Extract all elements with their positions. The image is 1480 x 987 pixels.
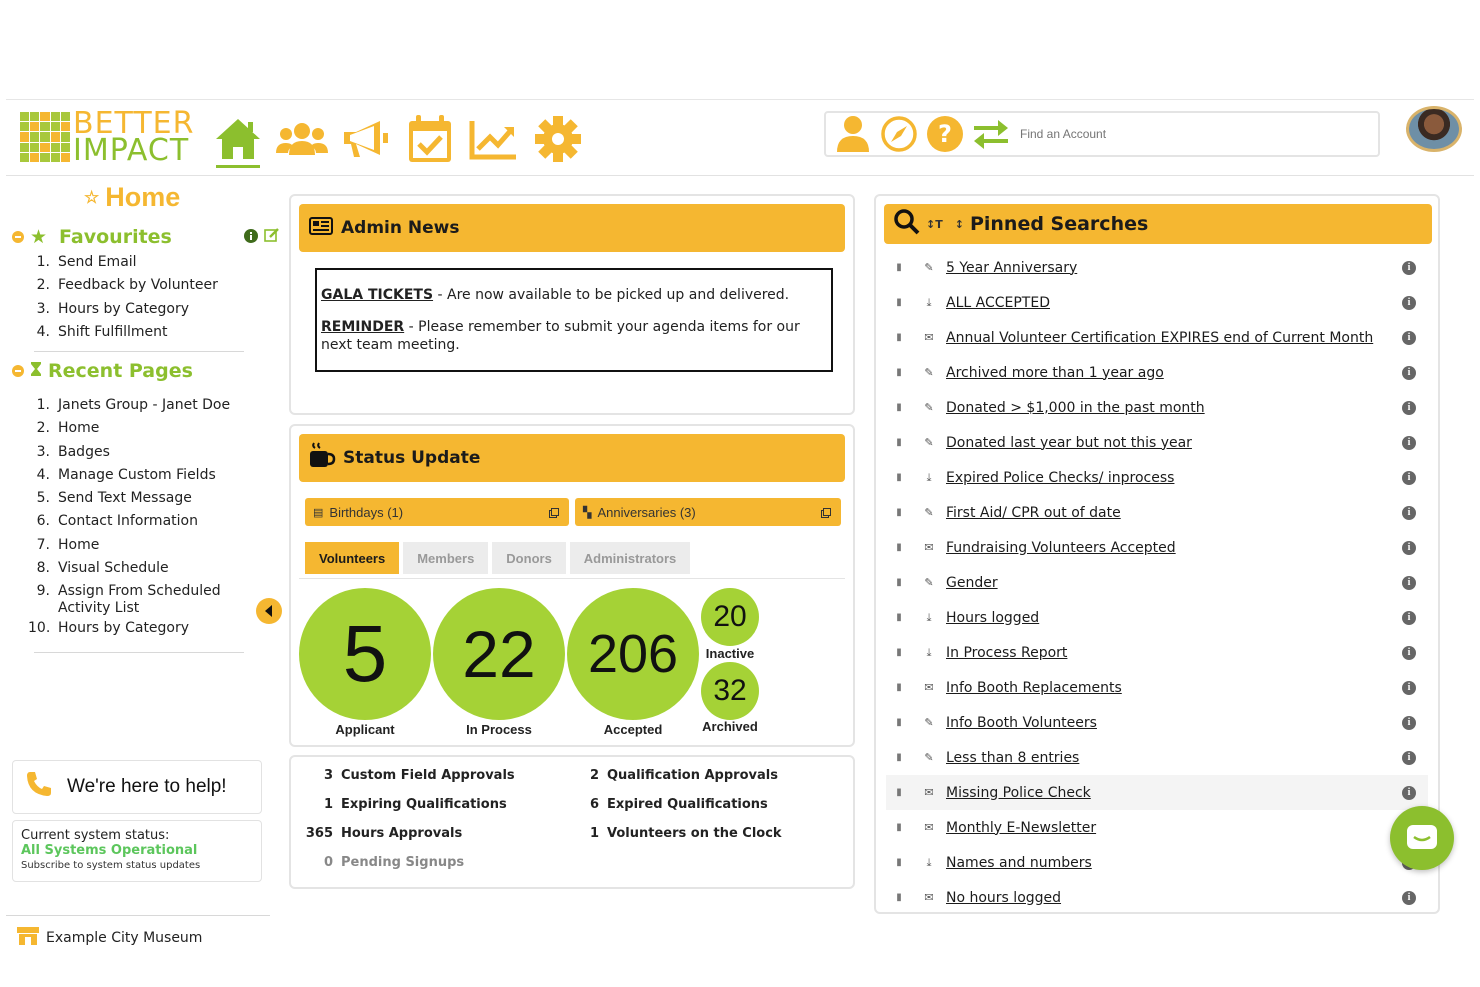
stat-value: 5 (342, 609, 388, 698)
anniversaries-label: Anniversaries (3) (597, 504, 696, 520)
search-type-icon: ✉ (924, 786, 934, 799)
tab-donors[interactable]: Donors (492, 542, 566, 574)
info-icon[interactable]: i (1402, 296, 1416, 310)
admin-news-title: Admin News (341, 218, 460, 238)
favourite-item[interactable] (28, 274, 248, 297)
search-type-icon: ⤓ (926, 295, 932, 309)
collapse-minus-icon[interactable] (12, 226, 24, 248)
info-icon[interactable]: i (1402, 681, 1416, 695)
recent-page-item[interactable] (28, 394, 248, 417)
stat-label: Archived (702, 719, 758, 734)
news-item-text: Are now available to be picked up and delivered. (447, 287, 790, 303)
stat-value: 22 (462, 617, 536, 691)
hourglass-icon (30, 360, 42, 382)
home-title-label: Home (105, 182, 181, 212)
drag-handle-icon[interactable]: ▮ (896, 542, 902, 553)
search-type-icon: ✎ (924, 366, 934, 379)
drag-handle-icon[interactable]: ▮ (896, 822, 902, 833)
info-icon[interactable]: i (1402, 891, 1416, 905)
stat-label: Accepted (603, 722, 663, 737)
pinned-search-row[interactable] (886, 530, 1428, 565)
admin-news-panel (289, 194, 855, 415)
item-label: Send Email (58, 254, 137, 270)
info-icon[interactable]: i (1402, 646, 1416, 660)
search-type-icon: ⤓ (926, 610, 932, 624)
news-content (315, 268, 833, 372)
recent-pages-header (12, 360, 193, 382)
pinned-searches-title: Pinned Searches (969, 213, 1149, 235)
approval-item[interactable] (299, 797, 507, 812)
pinned-search-link[interactable]: Info Booth Volunteers (946, 714, 1097, 731)
calendar-check-icon[interactable] (404, 112, 456, 166)
info-icon[interactable]: i (1402, 331, 1416, 345)
pinned-search-row[interactable] (886, 425, 1428, 460)
recent-page-item[interactable] (28, 464, 248, 487)
divider (6, 915, 270, 916)
stat-value: 32 (713, 674, 747, 707)
avatar[interactable] (1406, 106, 1462, 152)
search-type-icon: ✎ (924, 436, 934, 449)
status-label: Current system status: (21, 828, 170, 843)
admin-news-header (299, 204, 845, 252)
search-type-icon: ✎ (924, 261, 934, 274)
search-type-icon: ⤓ (926, 470, 932, 484)
item-number: 1. (36, 397, 50, 413)
news-item-head: GALA TICKETS (321, 287, 434, 303)
recent-page-item[interactable] (28, 441, 248, 464)
home-icon[interactable] (212, 112, 264, 166)
info-icon[interactable]: i (1402, 401, 1416, 415)
drag-handle-icon[interactable]: ▮ (896, 612, 902, 623)
stat-value: 20 (713, 600, 747, 633)
approval-count: 3 (323, 768, 333, 783)
news-item (321, 318, 827, 354)
page-title (84, 182, 180, 213)
search-type-icon: ✉ (924, 821, 934, 834)
item-number: 2. (36, 277, 50, 294)
item-number: 4. (36, 323, 50, 340)
item-number: 10. (28, 620, 51, 637)
birthday-cake-icon: ▤ (313, 506, 324, 519)
tab-members[interactable]: Members (403, 542, 488, 574)
pinned-search-link[interactable]: Hours logged (946, 609, 1040, 626)
info-icon[interactable] (244, 226, 258, 248)
pinned-search-link[interactable]: ALL ACCEPTED (946, 294, 1050, 311)
search-type-icon: ✉ (924, 891, 934, 904)
divider (299, 578, 845, 579)
recent-page-item[interactable] (28, 417, 248, 440)
birthdays-tab[interactable] (305, 498, 569, 526)
pinned-search-link[interactable]: Gender (946, 574, 998, 591)
status-update-title: Status Update (343, 448, 481, 468)
drag-handle-icon[interactable]: ▮ (896, 892, 902, 903)
pinned-search-row[interactable] (886, 670, 1428, 705)
search-type-icon: ✎ (924, 401, 934, 414)
pinned-search-row[interactable] (886, 460, 1428, 495)
pinned-search-row[interactable] (886, 705, 1428, 740)
stat-value: 206 (587, 624, 679, 684)
item-label: Hours by Category (58, 620, 190, 637)
drag-handle-icon[interactable]: ▮ (896, 682, 902, 693)
info-icon[interactable]: i (1402, 366, 1416, 380)
search-type-icon: ✎ (924, 716, 934, 729)
search-type-icon: ✎ (924, 506, 934, 519)
item-number: 8. (36, 560, 50, 577)
drag-handle-icon[interactable]: ▮ (896, 297, 902, 308)
pinned-search-row[interactable] (886, 845, 1428, 880)
status-update-header (299, 434, 845, 482)
organization[interactable] (16, 926, 202, 950)
pinned-search-link[interactable]: Fundraising Volunteers Accepted (946, 539, 1176, 556)
item-label: Assign From Scheduled Activity List (58, 583, 221, 617)
pinned-search-link[interactable]: Archived more than 1 year ago (946, 364, 1164, 381)
pinned-search-row[interactable] (886, 775, 1428, 810)
item-number: 3. (36, 300, 50, 317)
approval-label: Pending Signups (341, 855, 465, 870)
news-item (321, 286, 827, 304)
favourite-item[interactable] (28, 298, 248, 321)
favourites-title: Favourites (59, 226, 172, 248)
info-icon[interactable]: i (1402, 576, 1416, 590)
anniversaries-tab[interactable] (575, 498, 841, 526)
star-outline-icon[interactable]: ☆ (84, 187, 100, 207)
favourites-list (28, 251, 248, 344)
pinned-search-row[interactable] (886, 495, 1428, 530)
search-type-icon: ✉ (924, 681, 934, 694)
chart-line-icon[interactable] (468, 112, 520, 166)
edit-icon[interactable] (264, 226, 280, 248)
top-header (6, 100, 1474, 176)
item-label: Shift Fulfillment (58, 323, 168, 340)
item-number: 2. (36, 420, 50, 437)
search-type-icon: ✉ (924, 331, 934, 344)
info-icon[interactable]: i (1402, 261, 1416, 275)
search-type-icon: ✎ (924, 576, 934, 589)
approval-label: Hours Approvals (341, 826, 463, 841)
tab-volunteers[interactable]: Volunteers (305, 542, 399, 574)
approval-label: Qualification Approvals (607, 768, 778, 783)
caret-left-icon (263, 604, 275, 618)
approval-item[interactable] (299, 855, 464, 870)
drag-handle-icon[interactable]: ▮ (896, 437, 902, 448)
logo-line-1: BETTER (73, 106, 195, 141)
approval-count: 1 (323, 797, 333, 812)
item-number: 4. (36, 466, 50, 483)
drag-handle-icon[interactable]: ▮ (896, 367, 902, 378)
drag-handle-icon[interactable]: ▮ (896, 332, 902, 343)
collapse-minus-icon[interactable] (12, 360, 24, 382)
pinned-searches-header (884, 204, 1432, 244)
item-number: 5. (36, 490, 50, 507)
approval-count: 6 (589, 797, 599, 812)
recent-pages-list (28, 394, 248, 641)
main-nav (212, 112, 584, 166)
item-label: Hours by Category (58, 300, 190, 317)
stat-label: Applicant (335, 722, 395, 737)
approval-item[interactable] (571, 797, 768, 812)
pinned-search-row[interactable] (886, 285, 1428, 320)
approval-label: Volunteers on the Clock (607, 826, 782, 841)
pinned-search-row[interactable] (886, 390, 1428, 425)
pinned-search-link[interactable]: Less than 8 entries (946, 749, 1080, 766)
subscribe-status-link[interactable]: Subscribe to system status updates (21, 860, 201, 871)
pinned-search-link[interactable]: Names and numbers (946, 854, 1092, 871)
approval-label: Expiring Qualifications (341, 797, 507, 812)
drag-handle-icon[interactable]: ▮ (896, 787, 902, 798)
favourites-header (12, 226, 280, 248)
archived-count[interactable] (701, 662, 759, 720)
item-label: Home (58, 420, 100, 437)
item-label: Janets Group - Janet Doe (58, 397, 231, 413)
pinned-search-link[interactable]: First Aid/ CPR out of date (946, 504, 1121, 521)
divider (34, 351, 244, 352)
pinned-search-link[interactable]: 5 Year Anniversary (946, 259, 1078, 276)
drag-handle-icon[interactable]: ▮ (896, 472, 902, 483)
item-label: Home (58, 536, 100, 553)
approval-item[interactable] (299, 768, 515, 783)
help-icon[interactable] (924, 114, 966, 154)
status-update-panel (289, 424, 855, 747)
approval-label: Expired Qualifications (607, 797, 768, 812)
megaphone-icon[interactable] (340, 112, 392, 166)
logo-line-2: IMPACT (73, 133, 190, 168)
collapse-sidebar-button[interactable] (256, 598, 282, 624)
pinned-search-row[interactable] (886, 565, 1428, 600)
switch-arrows-icon[interactable] (970, 114, 1012, 154)
compass-icon[interactable] (878, 114, 920, 154)
recent-page-item[interactable] (28, 580, 248, 617)
favourite-item[interactable] (28, 321, 248, 344)
sort-alpha-icon[interactable]: ↕ (954, 217, 964, 231)
drag-handle-icon[interactable]: ▮ (896, 857, 902, 868)
pinned-search-link[interactable]: In Process Report (946, 644, 1068, 661)
pinned-searches-panel (874, 194, 1440, 914)
pinned-search-link[interactable]: Donated > $1,000 in the past month (946, 399, 1205, 416)
help-banner[interactable] (12, 760, 262, 814)
drag-handle-icon[interactable]: ▮ (896, 647, 902, 658)
favourite-item[interactable] (28, 251, 248, 274)
search-type-icon: ✎ (924, 751, 934, 764)
item-number: 1. (36, 254, 50, 270)
pinned-search-row[interactable] (886, 810, 1428, 845)
user-icon[interactable] (832, 114, 874, 154)
stat-label: In Process (466, 722, 532, 737)
drag-handle-icon[interactable]: ▮ (896, 752, 902, 763)
newspaper-icon (309, 217, 333, 240)
drag-handle-icon[interactable]: ▮ (896, 717, 902, 728)
pinned-search-link[interactable]: Missing Police Check (946, 784, 1091, 801)
approval-count: 0 (323, 855, 333, 870)
app-window (6, 99, 1474, 946)
pinned-search-link[interactable]: Donated last year but not this year (946, 434, 1192, 451)
pinned-search-link[interactable]: No hours logged (946, 889, 1062, 906)
pinned-search-row[interactable] (886, 600, 1428, 635)
chat-button[interactable] (1390, 806, 1454, 870)
item-label: Visual Schedule (58, 560, 169, 577)
info-icon[interactable]: i (1402, 506, 1416, 520)
pinned-search-link[interactable]: Monthly E-Newsletter (946, 819, 1097, 836)
chat-icon (1405, 823, 1439, 853)
drag-handle-icon[interactable]: ▮ (896, 507, 902, 518)
pinned-search-row[interactable] (886, 250, 1428, 285)
in-process-count[interactable] (433, 588, 565, 720)
system-status (12, 820, 262, 882)
applicant-count[interactable] (299, 588, 431, 720)
pinned-search-link[interactable]: Info Booth Replacements (946, 679, 1122, 696)
item-number: 6. (36, 513, 50, 530)
status-value[interactable]: All Systems Operational (21, 843, 198, 858)
inactive-count[interactable] (701, 588, 759, 646)
item-label: Send Text Message (58, 490, 192, 507)
approval-item[interactable] (571, 768, 778, 783)
coffee-icon (309, 442, 335, 475)
approval-item[interactable] (571, 826, 782, 841)
star-icon: ★ (30, 226, 48, 248)
pinned-search-link[interactable]: Annual Volunteer Certification EXPIRES end of Current Month (946, 329, 1374, 346)
phone-icon (25, 770, 53, 804)
info-icon[interactable]: i (1402, 716, 1416, 730)
info-icon[interactable]: i (1402, 611, 1416, 625)
info-icon[interactable]: i (1402, 786, 1416, 800)
status-tabs (305, 542, 690, 574)
recent-page-item[interactable] (28, 510, 248, 533)
search-type-icon: ⤓ (926, 645, 932, 659)
item-label: Feedback by Volunteer (58, 277, 218, 294)
popout-icon[interactable] (549, 506, 559, 521)
gear-icon[interactable] (532, 112, 584, 166)
recent-pages-title: Recent Pages (48, 360, 193, 382)
item-label: Manage Custom Fields (58, 466, 216, 483)
item-label: Badges (58, 443, 110, 460)
news-item-separator: - (433, 287, 447, 303)
recent-page-item[interactable] (28, 617, 248, 640)
svg-text:?: ? (938, 120, 952, 148)
item-number: 7. (36, 536, 50, 553)
pinned-search-row[interactable] (886, 740, 1428, 775)
news-item-head: REMINDER (321, 319, 405, 335)
approval-item[interactable] (299, 826, 462, 841)
search-type-icon: ⤓ (926, 855, 932, 869)
birthdays-label: Birthdays (1) (329, 504, 404, 520)
item-label: Contact Information (58, 513, 198, 530)
sort-icon[interactable]: ↕T (926, 217, 943, 231)
tab-administrators[interactable]: Administrators (570, 542, 690, 574)
news-item-separator: - (404, 319, 419, 335)
recent-page-item[interactable] (28, 557, 248, 580)
approvals-panel (289, 755, 855, 889)
store-icon (16, 926, 40, 950)
stat-label: Inactive (705, 646, 755, 661)
pinned-search-row[interactable] (886, 355, 1428, 390)
pinned-search-row[interactable] (886, 880, 1428, 915)
sidebar (6, 176, 270, 946)
info-icon[interactable]: i (1402, 751, 1416, 765)
info-icon[interactable]: i (1402, 541, 1416, 555)
recent-page-item[interactable] (28, 534, 248, 557)
better-impact-logo[interactable] (20, 106, 195, 168)
item-number: 3. (36, 443, 50, 460)
anniversary-icon: ▚ (583, 506, 592, 519)
people-icon[interactable] (276, 112, 328, 166)
approval-count: 1 (589, 826, 599, 841)
approval-count: 365 (305, 826, 333, 841)
account-tools (824, 111, 1380, 157)
find-account-input[interactable] (1020, 127, 1320, 141)
info-icon[interactable]: i (1402, 436, 1416, 450)
organization-name: Example City Museum (46, 930, 203, 946)
recent-page-item[interactable] (28, 487, 248, 510)
popout-icon[interactable] (821, 506, 831, 521)
approval-count: 2 (589, 768, 599, 783)
logo-grid-icon (20, 112, 70, 162)
item-number: 9. (36, 583, 50, 600)
drag-handle-icon[interactable]: ▮ (896, 402, 902, 413)
divider (34, 652, 244, 653)
pinned-search-row[interactable] (886, 635, 1428, 670)
drag-handle-icon[interactable]: ▮ (896, 262, 902, 273)
news-item-text: Please remember to submit your agenda items for our next team meeting. (321, 319, 800, 353)
logo-wordmark (73, 106, 195, 168)
info-icon[interactable]: i (1402, 471, 1416, 485)
search-icon[interactable] (894, 209, 920, 240)
search-type-icon: ✉ (924, 541, 934, 554)
approval-label: Custom Field Approvals (341, 768, 515, 783)
pinned-search-row[interactable] (886, 320, 1428, 355)
help-text: We're here to help! (67, 776, 227, 797)
drag-handle-icon[interactable]: ▮ (896, 577, 902, 588)
pinned-search-link[interactable]: Expired Police Checks/ inprocess (946, 469, 1175, 486)
